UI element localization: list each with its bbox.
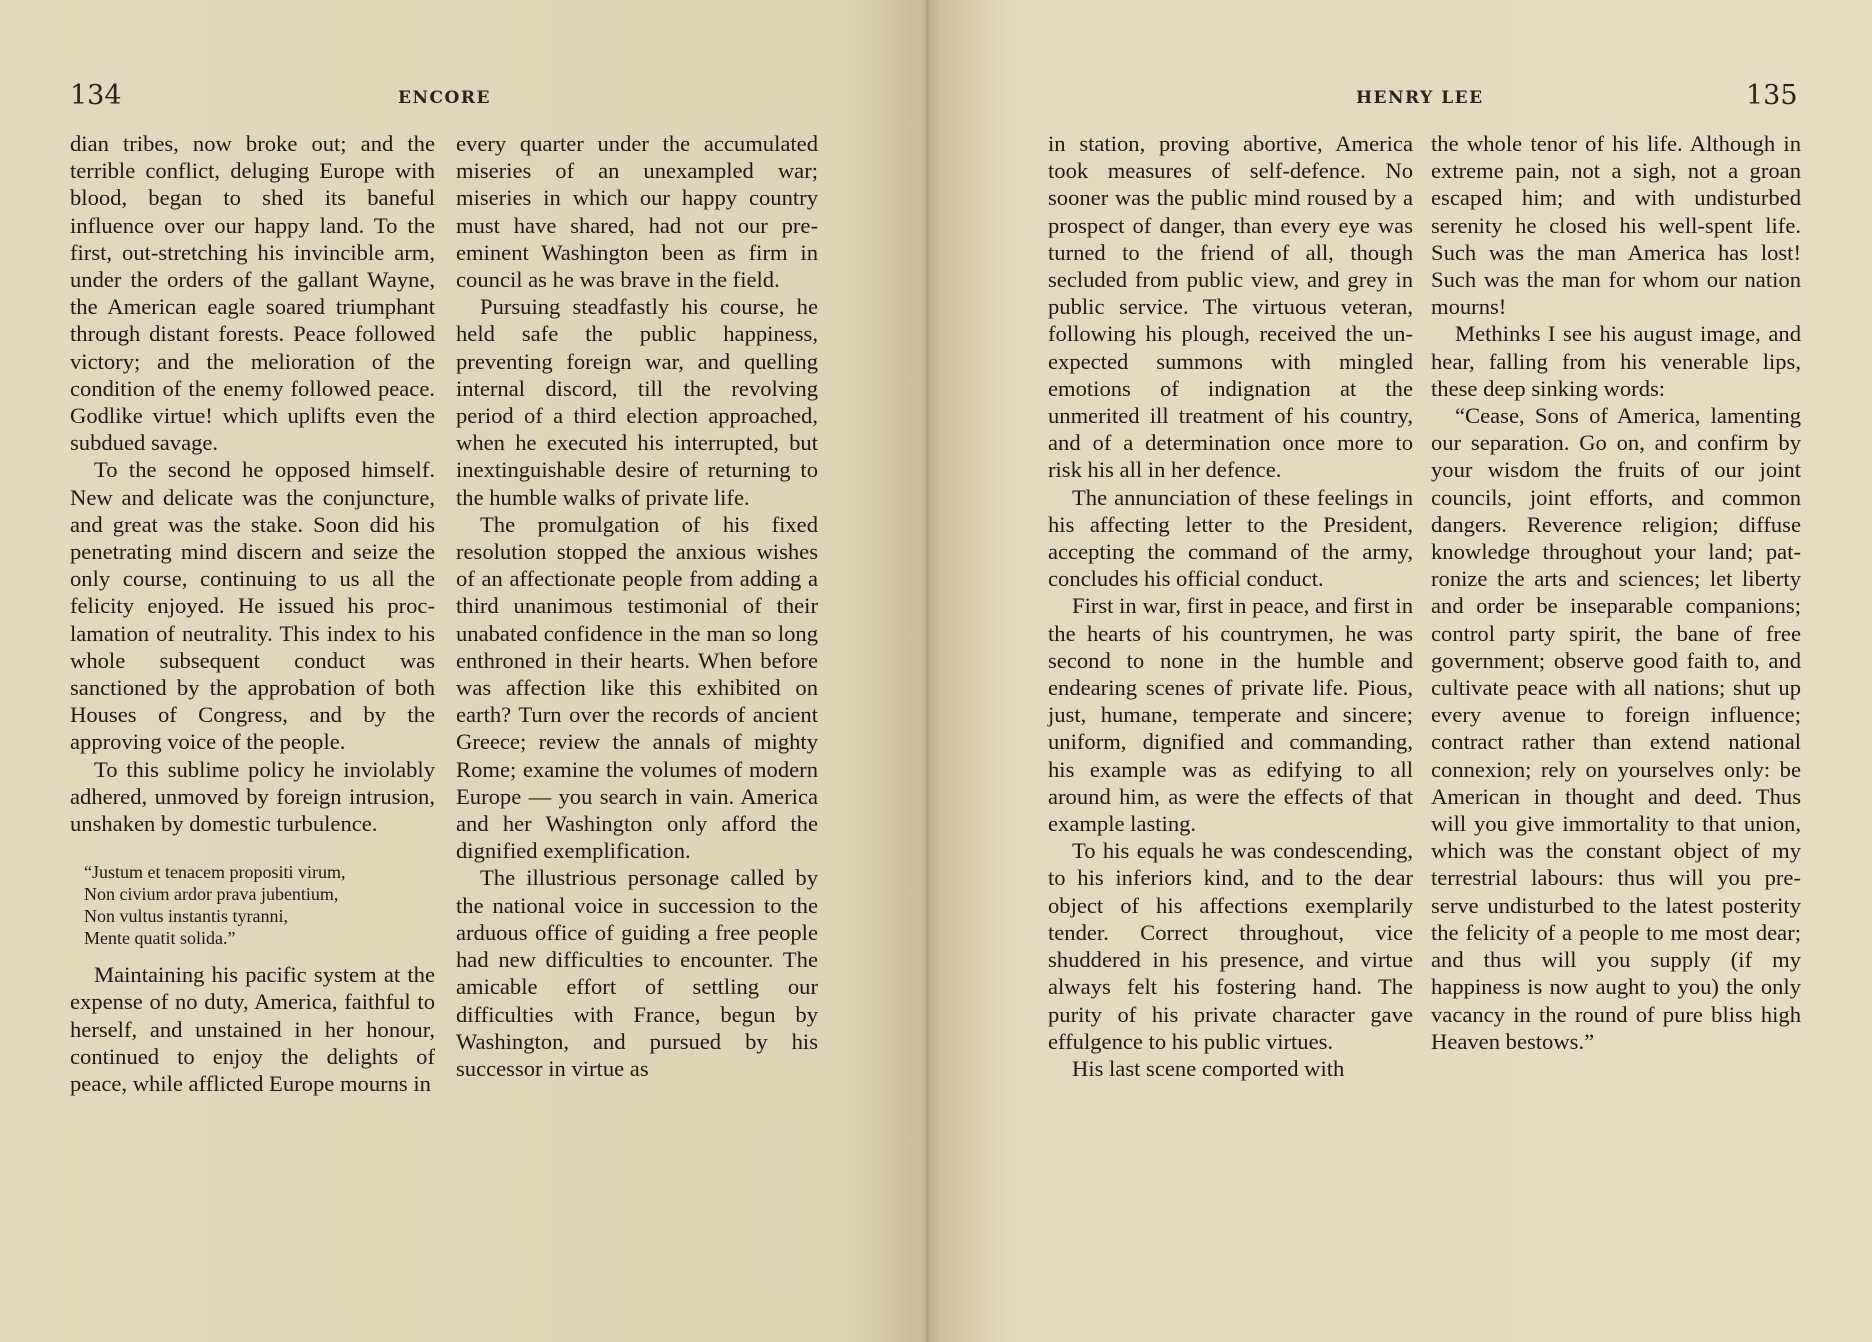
text-column-2 <box>1431 130 1801 1055</box>
paragraph: Pursuing steadfastly his course, he held safe the public happiness, preventing foreign war, and quelling internal discord, till the revolving period of a third election approached, when he executed his interrupted, but inextinguishable desire of returning to the humble walks of private life. <box>456 294 818 510</box>
left-page <box>0 0 930 1342</box>
paragraph: First in war, first in peace, and first in the hearts of his countrymen, he was second to none in the humble and endearing scenes of private life. Pious, just, humane, temperate and sincere; uniform, dignified and commanding, his example was as edifying to all around him, as were the effects of that example lasting. <box>1048 593 1413 837</box>
paragraph: The promulgation of his fixed resolution stopped the anxious wishes of an affectionate people from adding a third unanimous testimonial of their unabated confidence in the man so long enthroned in their hearts. When before was affection like this exhibited on earth? Turn over the records of ancient Greece; review the annals of mighty Rome; examine the volumes of modern Europe — you search in vain. America and her Washington only afford the dignified exemplification. <box>456 511 818 864</box>
quote-line: Non vultus instantis tyranni, <box>84 906 288 927</box>
quote-line: Mente quatit solida.” <box>84 928 236 949</box>
paragraph: To the second he opposed himself. New and delicate was the conjuncture, and great was the stake. Soon did his penetrating mind discern and seize the only course, continuing to us all the felicity enjoyed. He issued his proclamation of neutrality. This index to his whole subsequent conduct was sanctioned by the approbation of both Houses of Congress, and by the approving voice of the people. <box>70 457 435 755</box>
quote-line: Non civium ardor prava jubentium, <box>84 884 339 905</box>
latin-quotation <box>84 861 435 949</box>
paragraph: “Cease, Sons of America, lamenting our separation. Go on, and confirm by your wisdom the fruits of our joint councils, joint efforts, and common dangers. Reverence religion; diffuse knowledge throughout your land; patronize the arts and sciences; let liberty and order be inseparable companions; control party spirit, the bane of free government; observe good faith to, and cultivate peace with all nations; shut up every avenue to foreign influence; contract rather than extend national connexion; rely on yourselves only: be American in thought and deed. Thus will you give immortality to that union, which was the constant object of my terrestrial labours: thus will you preserve undisturbed to the latest posterity the felicity of a people to me most dear; and thus will you supply (if my happiness is now aught to you) the only vacancy in the round of pure bliss high Heaven bestows.” <box>1431 403 1801 1054</box>
paragraph: To his equals he was condescending, to his inferiors kind, and to the dear object of his affections exemplarily tender. Correct throughout, vice shuddered in his presence, and virtue always felt his fostering hand. The purity of his private character gave effulgence to his public virtues. <box>1048 838 1413 1054</box>
text-column-1 <box>1048 130 1413 1082</box>
paragraph: The annunciation of these feelings in his affecting letter to the President, accepting the command of the army, concludes his official conduct. <box>1048 484 1413 592</box>
running-head: HENRY LEE <box>1356 88 1484 108</box>
text-column-1 <box>70 130 435 1097</box>
paragraph: Methinks I see his august image, and hear, falling from his venerable lips, these deep sinking words: <box>1431 321 1801 401</box>
paragraph: His last scene comported with <box>1072 1055 1345 1081</box>
paragraph: The illustrious personage called by the national voice in succession to the arduous office of guiding a free people had new difficulties to encounter. The amicable effort of settling our difficulties with France, begun by Washington, and pursued by his successor in virtue as <box>456 865 818 1081</box>
quote-line: “Justum et tenacem propositi virum, <box>84 862 346 883</box>
paragraph: dian tribes, now broke out; and the terrible conflict, deluging Europe with blood, began to shed its baneful influence over our happy land. To the first, out-stretching his invincible arm, under the orders of the gallant Wayne, the American eagle soared triumphant through distant forests. Peace followed victory; and the melioration of the condition of the enemy followed peace. Godlike virtue! which uplifts even the subdued savage. <box>70 131 435 456</box>
paragraph: every quarter under the accumulated miseries of an unexampled war; miseries in which our happy country must have shared, had not our pre-eminent Washington been as firm in council as he was brave in the field. <box>456 131 818 293</box>
paragraph: in station, proving abortive, America took measures of self-defence. No sooner was the public mind roused by a prospect of danger, than every eye was turned to the friend of all, though secluded from public view, and grey in public service. The virtuous veteran, following his plough, received the unexpected summons with mingled emotions of indignation at the unmerited ill treatment of his country, and of a determination once more to risk his all in her defence. <box>1048 131 1413 483</box>
page-number: 135 <box>1746 80 1798 111</box>
running-head: ENCORE <box>398 88 491 108</box>
right-page <box>930 0 1872 1342</box>
paragraph: Maintaining his pacific system at the expense of no duty, America, faithful to herself, and unstained in her honour, continued to enjoy the delights of peace, while afflicted Europe mourns in <box>70 962 435 1097</box>
paragraph: To this sublime policy he inviolably adhered, unmoved by foreign intrusion, unshaken by domestic turbulence. <box>70 756 435 837</box>
text-column-2 <box>456 130 818 1082</box>
paragraph: the whole tenor of his life. Although in extreme pain, not a sigh, not a groan escaped him; and with undisturbed serenity he closed his well-spent life. Such was the man America has lost! Such was the man for whom our nation mourns! <box>1431 131 1801 320</box>
page-number: 134 <box>70 80 122 111</box>
